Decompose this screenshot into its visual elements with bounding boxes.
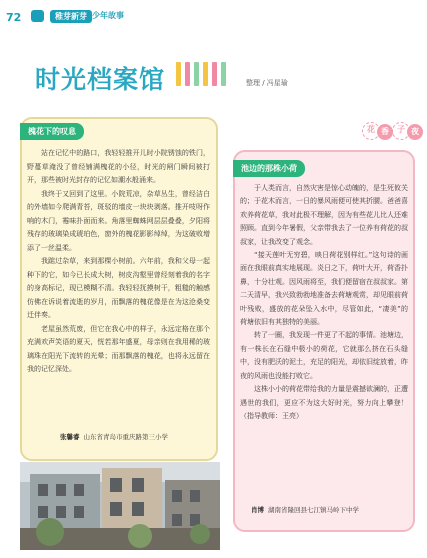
- right-article-title: 池边的那株小荷: [233, 160, 305, 177]
- right-author-school: 湖南省隆回县七江镇马岭下中学: [268, 506, 359, 514]
- category-badge: 稚芽新芽: [50, 10, 92, 23]
- old-house-illustration: [20, 462, 220, 550]
- editor-credit: 整理 / 冯星瑜: [246, 79, 288, 87]
- page-header: [0, 0, 427, 32]
- right-author-signature: [251, 505, 359, 514]
- left-author-name: 张馨睿: [60, 433, 80, 441]
- flower-badges: [362, 120, 427, 142]
- page-number: 72: [6, 11, 22, 24]
- chat-bubble-icon: [31, 10, 44, 22]
- paragraph: 老屋虽然荒废，但它在我心中的样子，永远定格在那个充满欢声笑语的夏天，恍若那年盛夏，母亲则在我用稀的玻璃珠在阳光下流转的光晕；而那飘落的槐花，也将永远留在我的记忆深处。: [27, 324, 210, 373]
- left-author-signature: [60, 432, 168, 441]
- paragraph: 转了一圈，我发现一件更了不起的事情。池塘边，有一株长在石缝中极小的荷花，它就那么挤在石头缝中，没有肥沃的泥土，充足的阳光，却依旧绽放着，昨夜的风雨也没能打败它。: [240, 331, 408, 380]
- paragraph: 我终于又回到了这里。小院荒凉，杂草丛生，曾经洁白的外墙如今爬满青苔，斑驳的墙皮一块块剥落。推开吱呀作响的木门，霉味扑面而来。角落里蜘蛛网层层叠叠，夕阳将残存的玻璃染成琥珀色，窗外的槐花影影绰绰，为这破败增添了一丝温柔。: [27, 189, 210, 252]
- left-article-body: [27, 147, 210, 377]
- old-house-photo: [20, 462, 220, 550]
- left-article-title: 槐花下的叹息: [20, 123, 84, 140]
- paragraph: 我踮过杂草，来到那棵小树前。六年前，我和父母一起种下的它，如今已长成大树，树皮沟壑里曾经刻着我的名字的身高标记，现已模糊不清。我轻轻抚摸树干，粗糙的触感仿佛在诉说着流逝的岁月，而飘落的槐花像是在为这沧桑变迁伴奏。: [27, 257, 210, 319]
- paragraph: 于人类而言，自然灾害是惊心动魄的，是生死攸关的；于花木而言，一日的暴风雨便可使其折腰。爸爸喜欢养荷花草，我对此极不理解，因为有些花儿比人还难照顾。直到今年暑假，父亲带我去了一位养有荷花的叔叔家，让我改变了观念。: [240, 184, 408, 246]
- paragraph: “接天莲叶无穷碧，映日荷花别样红。”这句诗的画面在我眼前真实地展现。炎日之下，荷叶大开，荷香扑鼻，十分壮观。因风雨将至，我们便留宿在叔叔家。第二天清早，我兴致勃勃地准备去荷塘观赏，却见眼前荷叶残败，盛放的花朵坠入水中，尽管如此，“凄美”的荷塘依旧有其独特的美丽。: [240, 251, 408, 327]
- left-author-school: 山东省青岛市重庆路第三小学: [83, 433, 168, 441]
- badge-1: 花: [362, 122, 380, 140]
- paragraph: 这株小小的荷花带给我的力量是震撼欲澜的，正遭遇世的我们，更应不为这大好时光，努力向上攀登！（指导教师：王亮）: [240, 385, 408, 420]
- subcategory-label: 少年故事: [92, 11, 124, 20]
- badge-2: 香: [377, 124, 393, 140]
- right-article-body: [240, 182, 408, 423]
- right-author-name: 肖博: [251, 506, 264, 514]
- page-title: 时光档案馆: [35, 65, 166, 94]
- paragraph: 站在记忆中的路口，我轻轻推开儿时小院锈蚀的铁门，野蔓草淹没了曾经铺满槐花的小径，时光的闸门瞬间被打开，那些被时光封存的记忆如潮水般涌来。: [27, 149, 210, 184]
- decorative-stripes: [176, 62, 236, 88]
- badge-3: 子: [392, 122, 410, 140]
- badge-4: 夜: [407, 124, 423, 140]
